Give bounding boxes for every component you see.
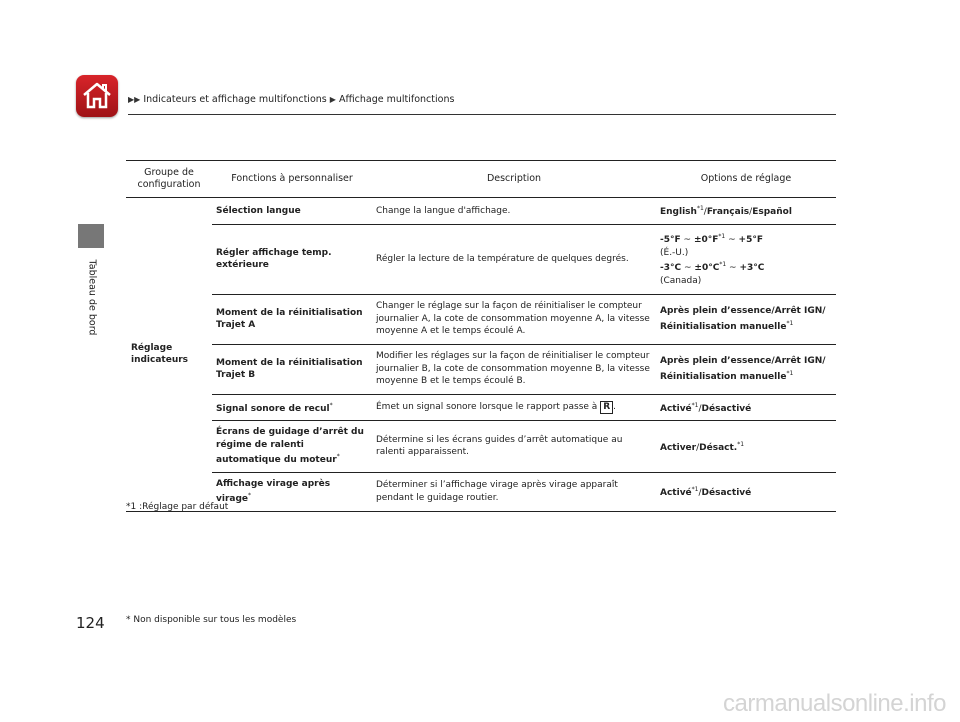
footnote-mark: *1 bbox=[786, 369, 794, 377]
function-cell: Moment de la réinitialisation Trajet B bbox=[212, 344, 372, 394]
table-header-row bbox=[126, 161, 836, 198]
description-text: . bbox=[613, 401, 616, 412]
page-number: 124 bbox=[76, 614, 105, 632]
breadcrumb bbox=[128, 94, 454, 105]
description-cell: Détermine si les écrans guides d’arrêt automatique au ralenti apparaissent. bbox=[372, 421, 656, 473]
function-label: Signal sonore de recul bbox=[216, 403, 330, 414]
availability-mark: * bbox=[336, 453, 340, 460]
header-description: Description bbox=[372, 161, 656, 198]
watermark: carmanualsonline.info bbox=[723, 690, 946, 717]
tilde: ~ bbox=[729, 263, 737, 273]
table-row bbox=[126, 294, 836, 344]
separator: / bbox=[698, 487, 702, 498]
options-cell bbox=[656, 198, 836, 225]
description-cell: Change la langue d'affichage. bbox=[372, 198, 656, 225]
description-cell: Changer le réglage sur la façon de réinitialiser le compteur journalier A, la cote de consommation moyenne A, la vitesse moyenne A et le temps écoulé A. bbox=[372, 294, 656, 344]
table-row bbox=[126, 472, 836, 511]
option-trip-reset-line2: Réinitialisation manuelle bbox=[660, 371, 787, 382]
option-on: Activé bbox=[660, 403, 692, 414]
availability-note: * Non disponible sur tous les modèles bbox=[126, 615, 297, 625]
tilde: ~ bbox=[683, 235, 692, 245]
footnote-mark: *1 bbox=[719, 261, 727, 268]
option-temp-f-low: -5°F bbox=[660, 235, 681, 245]
function-cell: Sélection langue bbox=[212, 198, 372, 225]
tilde: ~ bbox=[683, 263, 692, 273]
description-cell bbox=[372, 394, 656, 421]
separator: / bbox=[703, 207, 707, 217]
header-group: Groupe de configuration bbox=[126, 161, 212, 198]
region-note-us: (É.-U.) bbox=[660, 247, 689, 258]
option-temp-f-mid: ±0°F bbox=[693, 235, 719, 245]
table-row bbox=[126, 394, 836, 421]
separator: / bbox=[749, 207, 753, 217]
availability-mark: * bbox=[329, 401, 333, 409]
option-temp-c-high: +3°C bbox=[739, 263, 765, 273]
function-cell bbox=[212, 472, 372, 511]
function-cell: Régler affichage temp. extérieure bbox=[212, 224, 372, 294]
options-cell bbox=[656, 472, 836, 511]
footnote-mark: *1 bbox=[696, 205, 704, 212]
footnote-mark: *1 bbox=[786, 319, 794, 327]
options-cell bbox=[656, 224, 836, 294]
option-temp-f-high: +5°F bbox=[738, 235, 763, 245]
breadcrumb-arrow-icon: ▶ bbox=[329, 95, 336, 104]
options-cell bbox=[656, 294, 836, 344]
function-label: Écrans de guidage d’arrêt du régime de ralenti automatique du moteur bbox=[216, 427, 364, 465]
description-cell: Modifier les réglages sur la façon de réinitialiser le compteur journalier B, la cote de consommation moyenne B, la vitesse moyenne B et le temps écoulé B. bbox=[372, 344, 656, 394]
section-label-text: Tableau de bord bbox=[86, 259, 98, 336]
options-cell bbox=[656, 421, 836, 473]
function-label: Affichage virage après virage bbox=[216, 478, 331, 504]
footnote-mark: *1 bbox=[691, 401, 699, 409]
option-trip-reset-line1: Après plein d’essence/Arrêt IGN/ bbox=[660, 356, 826, 366]
footnote-mark: *1 bbox=[691, 485, 699, 493]
section-label bbox=[84, 256, 100, 346]
breadcrumb-link-indicators[interactable]: Indicateurs et affichage multifonctions bbox=[143, 94, 327, 105]
group-cell: Réglage indicateurs bbox=[126, 198, 212, 512]
option-on: Activé bbox=[660, 487, 692, 498]
breadcrumb-link-display[interactable]: Affichage multifonctions bbox=[338, 94, 455, 105]
table-row bbox=[126, 344, 836, 394]
breadcrumb-arrow-icon: ▶▶ bbox=[128, 95, 141, 104]
header-options: Options de réglage bbox=[656, 161, 836, 198]
separator: / bbox=[696, 442, 700, 453]
footnote-mark: *1 bbox=[737, 440, 745, 448]
region-note-canada: (Canada) bbox=[660, 275, 702, 286]
table-row bbox=[126, 224, 836, 294]
option-off: Désactivé bbox=[701, 487, 752, 498]
table-row bbox=[126, 198, 836, 225]
reverse-gear-icon: R bbox=[600, 401, 613, 414]
footnote: *1 :Réglage par défaut bbox=[126, 502, 229, 512]
function-cell bbox=[212, 421, 372, 473]
table-row bbox=[126, 421, 836, 473]
header-function: Fonctions à personnaliser bbox=[212, 161, 372, 198]
description-cell: Déterminer si l’affichage virage après virage apparaît pendant le guidage routier. bbox=[372, 472, 656, 511]
option-english: English bbox=[660, 207, 697, 217]
availability-mark: * bbox=[248, 492, 252, 499]
option-temp-c-mid: ±0°C bbox=[694, 263, 720, 273]
options-cell bbox=[656, 344, 836, 394]
option-french: Français bbox=[706, 207, 750, 217]
section-tab bbox=[78, 224, 104, 248]
description-cell: Régler la lecture de la température de quelques degrés. bbox=[372, 224, 656, 294]
header-rule bbox=[128, 114, 836, 115]
settings-table bbox=[126, 160, 836, 512]
separator: / bbox=[698, 403, 702, 414]
option-spanish: Español bbox=[752, 207, 792, 217]
option-off: Désactivé bbox=[701, 403, 752, 414]
function-cell bbox=[212, 394, 372, 421]
option-trip-reset-line2: Réinitialisation manuelle bbox=[660, 321, 787, 332]
description-text: Émet un signal sonore lorsque le rapport passe à bbox=[376, 401, 598, 412]
option-idle-on: Activer bbox=[660, 442, 697, 453]
options-cell bbox=[656, 394, 836, 421]
function-cell: Moment de la réinitialisation Trajet A bbox=[212, 294, 372, 344]
footnote-mark: *1 bbox=[718, 233, 726, 240]
home-icon[interactable] bbox=[76, 75, 118, 117]
option-temp-c-low: -3°C bbox=[660, 263, 682, 273]
tilde: ~ bbox=[728, 235, 736, 245]
option-trip-reset-line1: Après plein d’essence/Arrêt IGN/ bbox=[660, 306, 826, 316]
option-idle-off: Désact. bbox=[699, 442, 738, 453]
